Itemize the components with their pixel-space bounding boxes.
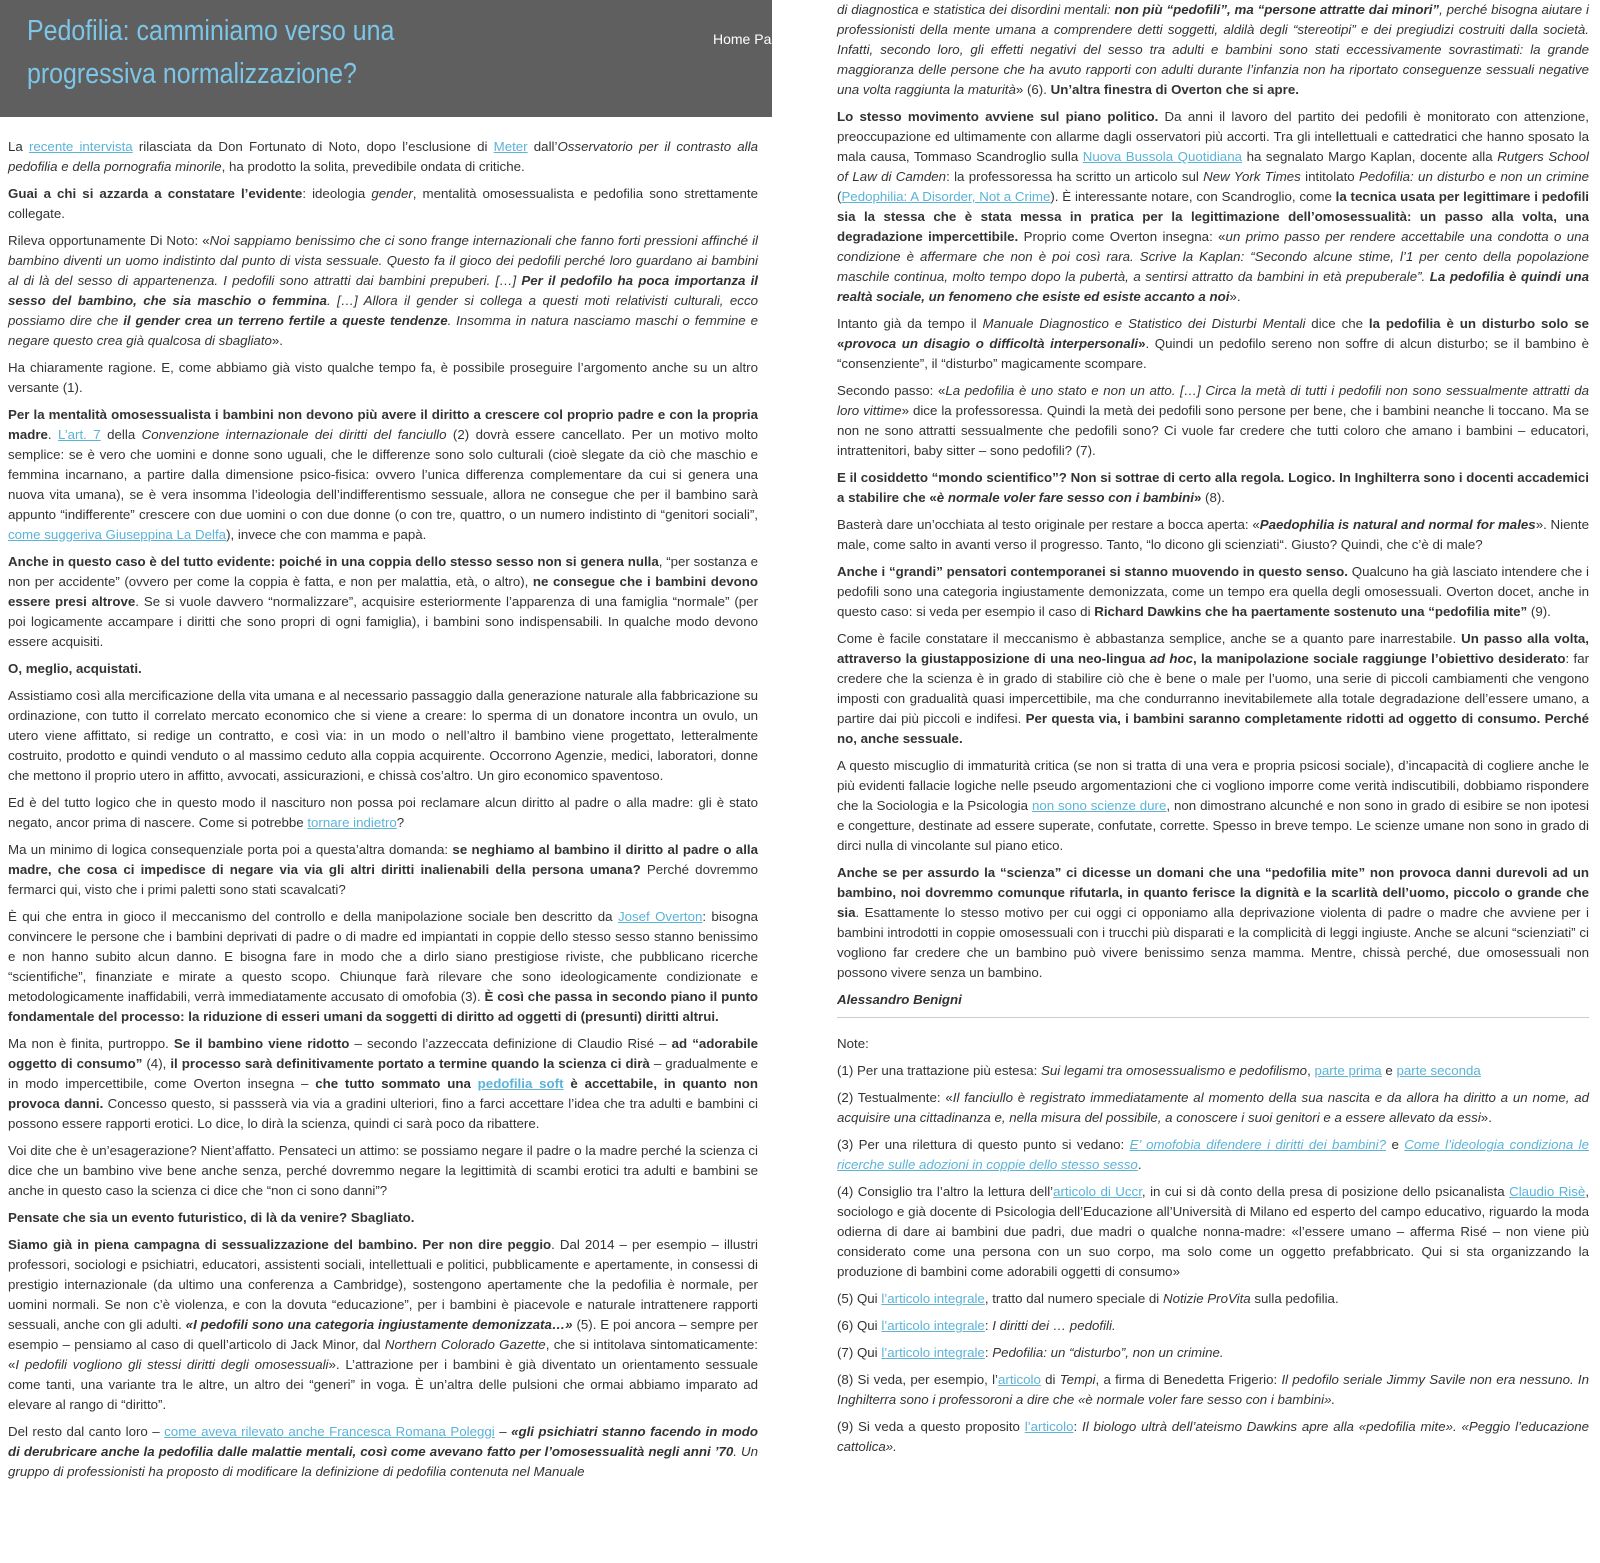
text-run: ». Niente male, come salto in avanti verso il progresso. Tanto, “lo dicono gli scienziati“. Giusto? Quindi, che c’è di male? (837, 517, 1589, 552)
text-run: Rileva opportunamente Di Noto: « (8, 233, 210, 248)
text-run: «I pedofili sono una categoria ingiustamente demonizzata…» (185, 1317, 573, 1332)
text-run: , che si intitolava sintomaticamente: « (8, 1337, 758, 1372)
inline-link[interactable]: non sono scienze dure (1031, 798, 1167, 813)
paragraph (8, 405, 758, 545)
paragraph (8, 1141, 758, 1201)
text-run: Come è facile constatare il meccanismo è abbastanza semplice, anche se a quanto pare inarrestabile. (837, 631, 1462, 646)
inline-link[interactable]: Nuova Bussola Quotidiana (1082, 149, 1242, 164)
paragraph (8, 1208, 758, 1228)
text-run: il processo sarà definitivamente portato a termine quando la scienza ci dirà (170, 1056, 650, 1071)
text-run: . Esattamente lo stesso motivo per cui oggi ci opponiamo alla deprivazione violenta di padre o madre che avviene per i bambini introdotti in coppie omosessuali con i trucchi più disparati e la complicità di leggi ingiuste. Anche se alcuni “scienziati” ci vogliono far credere che un bambino può vivere benissimo senza mamma. Mentre, chissà perché, due omosessuali non possono vivere senza un bambino. (837, 905, 1589, 980)
text-run: : bisogna convincere le persone che i bambini deprivati di padre o di madre ed impiantati in coppie dello stesso sesso stanno benissimo e non hanno subito alcun danno. E bisogna fare in modo che a dirlo siano prestigiose riviste, che pubblicano ricerche “scientifiche”, finanziate e mirate a questo scopo. Chiunque farà rilevare che sono ideologicamente condizionate e metodologicamente inaffidabili, verrà immediatamente accusato di omofobia (3). (8, 909, 759, 1004)
inline-link[interactable]: l’articolo integrale (881, 1291, 985, 1306)
text-run: Paedophilia is natural and normal for males (1259, 517, 1536, 532)
text-run: non più “pedofili”, ma “persone attratte dai minori” (1114, 2, 1440, 17)
text-run: e (1386, 1137, 1405, 1152)
text-run: (5). E poi ancora – sempre per esempio – pensiamo al caso di quell’articolo di Jack Minor, dal (8, 1317, 758, 1352)
note-item (837, 1061, 1589, 1081)
text-run: Perché dovremmo fermarci qui, visto che i primi paletti sono stati scavalcati? (8, 862, 758, 897)
paragraph (837, 990, 1589, 1010)
text-run: Ma un minimo di logica consequenziale porta poi a questa’altra domanda: (8, 842, 453, 857)
paragraph (837, 0, 1589, 100)
text-run: I pedofili vogliono gli stessi diritti degli omosessuali (15, 1357, 329, 1372)
paragraph (837, 863, 1589, 983)
notes-heading: Note: (837, 1036, 869, 1051)
paragraph (8, 907, 758, 1027)
text-run: » (1138, 336, 1146, 351)
text-run: Basterà dare un’occhiata al testo originale per restare a bocca aperta: « (837, 517, 1260, 532)
text-run: Il biologo ultrà dell’ateismo Dawkins apre alla «pedofilia mite». «Peggio l’educazione cattolica». (837, 1419, 1590, 1454)
text-run: : la professoressa ha scritto un articolo sul (946, 169, 1204, 184)
inline-link[interactable]: Meter (493, 139, 528, 154)
text-run: ». (271, 333, 283, 348)
inline-link[interactable]: parte prima (1314, 1063, 1382, 1078)
text-run: La pedofilia è uno stato e non un atto. […] Circa la metà di tutti i pedofili non sono sessualmente attratti da loro vittime (837, 383, 1589, 418)
text-run: . Un gruppo di professionisti ha proposto di modificare la definizione di pedofilia contenuta nel Manuale (8, 1444, 758, 1479)
text-run: Per la mentalità omosessualista i bambini non devono più avere il diritto a crescere col proprio padre e con la propria madre (8, 407, 758, 442)
text-run: New York Times (1203, 169, 1301, 184)
paragraph (837, 314, 1589, 374)
note-item (837, 1417, 1589, 1457)
text-run: Anche i “grandi” pensatori contemporanei si stanno muovendo in questo senso. (837, 564, 1348, 579)
text-run: » (6). (1015, 82, 1051, 97)
text-run: , sociologo e già docente di Psicologia dell’Educazione all’Università di Milano ed esperto del campo educativo, riguardo la moda odierna di dare ai bambini due padri, due madri o qualche nonna-madre: «l’essere umano – afferma Risé – non viene più considerato come una persona con un suo corpo, ma solo come un oggetto prefabbricato. Qui si sta organizzando la produzione di bambini come adorabili oggetti di consumo» (837, 1184, 1590, 1279)
text-run: Il pedofilo seriale Jimmy Savile non era nessuno. In Inghilterra sono i professoroni a dire che «è normale voler fare sesso con i bambini». (837, 1372, 1590, 1407)
inline-link[interactable]: come suggeriva Giuseppina La Delfa (8, 527, 227, 542)
text-run: Per il pedofilo ha poca importanza il sesso del bambino, che sia maschio o femmina (8, 273, 759, 308)
text-run: : (1073, 1419, 1082, 1434)
article-body-right (837, 0, 1589, 1010)
paragraph (8, 1235, 758, 1415)
text-run: , mentalità omosessualista e pedofilia sono strettamente collegate. (8, 186, 759, 221)
text-run: di diagnostica e statistica dei disordini mentali: (837, 2, 1115, 17)
text-run: . (47, 427, 59, 442)
text-run: , “per sostanza e non per accidente” (ovvero per come la coppia è fatta, e non per malattia, età, o altro), (8, 554, 759, 589)
text-run: – (494, 1424, 512, 1439)
article-column-left (8, 137, 758, 1489)
text-run: Qualcuno ha già lasciato intendere che i pedofili sono una categoria ingiustamente demonizzata, come un tempo era quella degli omosessuali. Overton docet, anche in questo caso: si veda per esempio il caso di (837, 564, 1589, 619)
paragraph (837, 107, 1589, 307)
text-run: Anche in questo caso è del tutto evidente: poiché in una coppia dello stesso sesso non si genera nulla (8, 554, 659, 569)
text-run: Notizie ProVita (1162, 1291, 1251, 1306)
paragraph (837, 756, 1589, 856)
text-run: ha segnalato Margo Kaplan, docente alla (1242, 149, 1498, 164)
text-run: Richard Dawkins che ha paertamente sostenuto una “pedofilia mite” (1094, 604, 1528, 619)
text-run: Proprio come Overton insegna: « (1018, 229, 1226, 244)
text-run: E il cosiddetto “mondo scientifico”? Non si sottrae di certo alla regola. Logico. In Inghilterra sono i docenti accademici a stabilire che « (837, 470, 1589, 505)
text-run: : far credere che la scienza è in grado di stabilire ciò che è bene o male per l’uomo, una serie di piccoli cambiamenti che vengono imposti con gradualità quasi impercettibile, ma che condurranno inevitabilemete alla totale degradazione dell’essere umano, a partire dai più piccoli e indifesi. (837, 651, 1590, 726)
text-run: Lo stesso movimento avviene sul piano politico. (837, 109, 1159, 124)
text-run: Pensate che sia un evento futuristico, di là da venire? Sbagliato. (8, 1210, 415, 1225)
text-run: ). È interessante notare, con Scandroglio, come (1050, 189, 1336, 204)
text-run: Per questa via, i bambini saranno completamente ridotti ad oggetto di consumo. Perché no, anche sessuale. (837, 711, 1589, 746)
text-run: Se il bambino viene ridotto (173, 1036, 350, 1051)
article-column-right (837, 0, 1589, 1464)
text-run: La (8, 139, 29, 154)
text-run: I diritti dei … pedofili. (992, 1318, 1116, 1333)
text-run: (3) Per una rilettura di questo punto si vedano: (837, 1137, 1130, 1152)
text-run: rilasciata da Don Fortunato di Noto, dopo l’esclusione di (132, 139, 494, 154)
text-run: e (1381, 1063, 1397, 1078)
text-run: (8) Si veda, per esempio, l’ (837, 1372, 998, 1387)
text-run: Ed è del tutto logico che in questo modo il nascituro non possa poi reclamare alcun diritto al padre o alla madre: gli è stato negato, ancor prima di nascere. Come si potrebbe (8, 795, 758, 830)
text-run: Del resto dal canto loro – (8, 1424, 165, 1439)
text-run: ». (1229, 289, 1241, 304)
text-run: è normale voler fare sesso con i bambini (936, 490, 1194, 505)
paragraph (8, 231, 758, 351)
text-run: Sui legami tra omosessualismo e pedofilismo (1041, 1063, 1308, 1078)
text-run: , (1307, 1063, 1315, 1078)
text-run: ? (396, 815, 405, 830)
text-run: Intanto già da tempo il (837, 316, 983, 331)
notes-divider (837, 1017, 1589, 1018)
text-run: » (1193, 490, 1202, 505)
text-run: intitolato (1300, 169, 1360, 184)
text-run: . Se si vuole davvero “normalizzare”, acquisire esteriormente l’apparenza di una famiglia “normale” (per poi logicamente accampare i diritti che sono propri di ogni famiglia), i bambini sono indispensabili. In qualche modo devono essere acquisiti. (8, 594, 758, 649)
paragraph (8, 840, 758, 900)
text-run: dice che (1305, 316, 1369, 331)
text-run: A questo miscuglio di immaturità critica (se non si tratta di una vera e propria psicosi sociale), d’incapacità di cogliere anche le più evidenti fallacie logiche nelle pseudo argomentazioni che ci vogliono imporre come verità indiscutibili, dobbiamo rispondere che la Sociologia e la Psicologia (837, 758, 1589, 813)
note-item (837, 1343, 1589, 1363)
text-run: (4), (142, 1056, 171, 1071)
text-run: Pedofilia: un disturbo e non un crimine (1359, 169, 1589, 184)
inline-link[interactable]: Claudio Risè (1509, 1184, 1586, 1199)
text-run: : (984, 1345, 993, 1360)
inline-link[interactable]: articolo (998, 1372, 1041, 1387)
text-run: Un’altra finestra di Overton che si apre. (1050, 82, 1299, 97)
text-run: (2) Testualmente: « (837, 1090, 953, 1105)
text-run: . […] Allora il gender si collega a questi moti relativisti culturali, ecco possiamo dire che (8, 293, 758, 328)
text-run: , a firma di Benedetta Frigerio: (1095, 1372, 1282, 1387)
text-run: (7) Qui (837, 1345, 882, 1360)
text-run: Secondo passo: « (837, 383, 946, 398)
text-run: «gli psichiatri stanno facendo in modo di derubricare anche la pedofilia dalle malattie mentali, così come avevano fatto per l’omosessualità negli anni ’70 (8, 1424, 758, 1459)
inline-link[interactable]: Come l’ideologia condiziona le ricerche sulle adozioni in coppie dello stesso sesso (837, 1137, 1590, 1172)
text-run: – gradualmente e in modo impercettibile, come Overton insegna – (8, 1056, 758, 1091)
text-run: Rutgers School of Law di Camden (837, 149, 1589, 184)
text-run: la tecnica usata per legittimare i pedofili sia la stessa che è stata messa in pratica per la legittimazione dell’omosessualità: un passo alla volta, una degradazione impercettibile. (837, 189, 1589, 244)
site-header (0, 0, 787, 117)
paragraph (8, 1034, 758, 1134)
text-run: , perché bisogna aiutare i professionisti della mente umana a comprendere detti soggetti, aldilà degli “stereotipi” e dei pregiudizi costruiti dalla società. Infatti, secondo loro, gli effetti negativi del sesso tra adulti e bambini sono stati eccessivamente sovrastimati: la grande maggioranza delle persone che ha avuto rapporti con adulti durante l’infanzia non ha riportato conseguenze sessuali negative una volta raggiunta la maturità (837, 2, 1589, 97)
text-run: (2) dovrà essere cancellato. Per un motivo molto semplice: se è vero che uomini e donne sono uguali, che le differenze sono solo culturali (cioè slegate da ciò che maschio e femmina incarnano, a partire dalla dimensione psico-fisica: ovvero l’unica differenza complementare da cui si genera una nuova vita umana), se è vera insomma l’ideologia dell’indifferentismo sessuale, allora ne consegue che per il bambino sarà appunto “indifferente” crescere con due uomini o con due donne (o con tre, quattro, o un numero indistinto di “genitori sociali”, (8, 427, 759, 522)
text-run: . Dal 2014 – per esempio – illustri professori, sociologi e psichiatri, educatori, assistenti sociali, intellettuali e politici, pubblicamente e apertamente, in consessi di prestigio internazionale (da ultimo una conferenza a Cambridge), sostengono apertamente che la pedofilia è normale, per uomini normali. Se non c’è violenza, e con la dovuta “educazione”, per i bambini è piacevole e naturale intrattenere rapporti sessuali, anche con gli adulti. (8, 1237, 758, 1332)
text-run: il gender crea un terreno fertile a queste tendenze (123, 313, 448, 328)
text-run: (9). (1527, 604, 1551, 619)
text-run: , ha prodotto la solita, prevedibile ondata di critiche. (221, 159, 525, 174)
text-run: è accettabile, in quanto non provoca danni. (8, 1076, 758, 1111)
paragraph (8, 552, 758, 652)
text-run: , in cui si dà conto della presa di posizione dello psicanalista (1141, 1184, 1510, 1199)
text-run: Convenzione internazionale dei diritti del fanciullo (141, 427, 447, 442)
text-run: . Quindi un pedofilo sereno non soffre di alcun disturbo; se il bambino è “consenziente”, il “disturbo” magicamente scompare. (837, 336, 1590, 371)
text-run: Concesso questo, si passserà via via a gradini ulteriori, fino a farci accettare l’idea che tra adulti e bambini ci possono essere rapporti erotici. Lo dice, lo dirà la scienza, quindi ci sarà poco da ribattere. (8, 1096, 758, 1131)
paragraph (8, 659, 758, 679)
text-run: se neghiamo al bambino il diritto al padre o alla madre, che cosa ci impedisce di negare via via gli altri diritti inalienabili della persona umana? (8, 842, 758, 877)
text-run: , tratto dal numero speciale di (984, 1291, 1163, 1306)
text-run: Ma non è finita, purtroppo. (8, 1036, 174, 1051)
text-run: Manuale Diagnostico e Statistico dei Disturbi Mentali (982, 316, 1306, 331)
text-run: Pedofilia: un “disturbo”, non un crimine. (992, 1345, 1224, 1360)
text-run: provoca un disagio o difficoltà interpersonali (844, 336, 1139, 351)
text-run: Anche se per assurdo la “scienza” ci dicesse un domani che una “pedofilia mite” non provoca danni durevoli ad un bambino, noi dovremmo comunque rifutarla, in quanto ferisce la dignità e la scarlità dell’uomo, piccolo o grande che sia (837, 865, 1589, 920)
inline-link[interactable]: l’articolo integrale (881, 1318, 985, 1333)
text-run: sulla pedofilia. (1250, 1291, 1339, 1306)
text-run: Guai a chi si azzarda a constatare l’evidente (8, 186, 303, 201)
text-run: Alessandro Benigni (837, 992, 962, 1007)
paragraph (8, 137, 758, 177)
paragraph (8, 686, 758, 786)
inline-link[interactable]: l’articolo integrale (881, 1345, 985, 1360)
note-item (837, 1289, 1589, 1309)
text-run: ad hoc (1149, 651, 1194, 666)
paragraph (837, 381, 1589, 461)
text-run: (1) Per una trattazione più estesa: (837, 1063, 1041, 1078)
inline-link[interactable]: tornare indietro (307, 815, 397, 830)
inline-link[interactable]: E’ omofobia difendere i diritti dei bambini? (1129, 1137, 1387, 1152)
text-run: dall’ (527, 139, 558, 154)
text-run: . (1137, 1157, 1142, 1172)
text-run: ». (1480, 1110, 1492, 1125)
text-run: (9) Si veda a questo proposito (837, 1419, 1025, 1434)
note-item (837, 1135, 1589, 1175)
text-run: (8). (1201, 490, 1225, 505)
paragraph (8, 184, 758, 224)
inline-link[interactable]: parte seconda (1396, 1063, 1481, 1078)
text-run: Ha chiaramente ragione. E, come abbiamo già visto qualche tempo fa, è possibile proseguire l’argomento anche su un altro versante (1). (8, 360, 758, 395)
article-title: Pedofilia: camminiamo verso una progressiva normalizzazione? (27, 15, 395, 90)
paragraph (8, 793, 758, 833)
text-run: Assistiamo così alla mercificazione della vita umana e al necessario passaggio dalla generazione naturale alla fabbricazione su ordinazione, con tutto il correlato mercato economico che si viene a creare: lo sperma di un donatore incontra un ovulo, un utero viene affittato, si redige un contratto, e così via: in un modo o nell’altro il bambino viene progettato, letteralmente costruito, prodotto e quindi venduto o al massimo ceduto alla coppia acquirente. Occorrono Agenzie, medici, laboratori, donne che mettono il proprio utero in affitto, avvocati, assicurazioni, e chissà cos’altro. Un giro economico spaventoso. (8, 688, 758, 783)
inline-link[interactable]: Josef Overton (617, 909, 703, 924)
note-item (837, 1088, 1589, 1128)
inline-link[interactable]: recente intervista (28, 139, 133, 154)
text-run: ), invece che con mamma e papà. (226, 527, 427, 542)
note-item (837, 1182, 1589, 1282)
text-run: Tempi (1059, 1372, 1096, 1387)
inline-link[interactable]: Pedophilia: A Disorder, Not a Crime (841, 189, 1051, 204)
text-run: : (984, 1318, 993, 1333)
paragraph (837, 562, 1589, 622)
text-run: (5) Qui (837, 1291, 882, 1306)
paragraph (8, 358, 758, 398)
text-run: ne consegue che i bambini devono essere presi altrove (8, 574, 758, 609)
text-run: (4) Consiglio tra l’altro la lettura dell’ (837, 1184, 1054, 1199)
text-run: , la manipolazione sociale raggiunge l’obiettivo desiderato (1193, 651, 1566, 666)
text-run: Un passo alla volta, attraverso la giustapposizione di una neo-lingua (837, 631, 1589, 666)
text-run: » dice la professoressa. Quindi la metà dei pedofili sono persone per bene, che i bambini neanche li toccano. Ma se non ne sono attratti sessualmente che pedofili sono? Ci vuole far credere che tutti coloro che amano i bambini – educatori, intrattenitori, baby sitter – sono pedofili? (7). (837, 403, 1589, 458)
inline-link[interactable]: L’art. 7 (58, 427, 101, 442)
inline-link[interactable]: come aveva rilevato anche Francesca Romana Poleggi (164, 1424, 495, 1439)
text-run: : ideologia (302, 186, 372, 201)
text-run: che tutto sommato una (315, 1076, 478, 1091)
inline-link[interactable]: pedofilia soft (477, 1076, 564, 1091)
paragraph (8, 1422, 758, 1482)
nav-home-link[interactable]: Home Page (713, 31, 787, 47)
note-item (837, 1370, 1589, 1410)
text-run: Osservatorio per il contrasto alla pedofilia e della pornografia minorile (8, 139, 758, 174)
text-run: gender (371, 186, 413, 201)
paragraph (837, 629, 1589, 749)
note-item (837, 1316, 1589, 1336)
text-run: della (100, 427, 142, 442)
text-run: un primo passo per rendere accettabile una condotta o una condizione è affermare che non è poi così rara. Scrive la Kaplan: “Secondo alcune stime, l’1 per cento della popolazione maschile continua, molto tempo dopo la pubertà, a sentirsi attratto da bambini in età prepuberale”. (837, 229, 1589, 284)
text-run: Il fanciullo è registrato immediatamente al momento della sua nascita e da allora ha diritto a un nome, ad acquisire una cittadinanza e, nella misura del possibile, a conoscere i suoi genitori e a essere allevato da essi (837, 1090, 1589, 1125)
text-run: Da anni il lavoro del partito dei pedofili è monitorato con attenzione, preoccupazione ed ultimamente con allarme dagli osservatori più accorti. Tra gli intellettuali e cattedratici che hanno sposato la mala causa, Tommaso Scandroglio sulla (837, 109, 1589, 164)
text-run: È così che passa in secondo piano il punto fondamentale del processo: la riduzione di esseri umani da soggetti di diritto ad oggetti di (presunti) diritti altrui. (8, 989, 758, 1024)
paragraph (837, 468, 1589, 508)
paragraph (837, 515, 1589, 555)
text-run: – secondo l’azzeccata definizione di Claudio Risé – (349, 1036, 672, 1051)
text-run: Voi dite che è un’esagerazione? Nient’affatto. Pensateci un attimo: se possiamo negare il padre o la madre perché la scienza ci dice che un bambino vive bene anche senza, perché dovremmo negare la legittimità di scambi erotici tra adulti e bambini se anche in questo caso la scienza ci dice che “non ci sono danni”? (8, 1143, 758, 1198)
text-run: Noi sappiamo benissimo che ci sono frange internazionali che fanno forti pressioni affinché il bambino diventi un uomo indistinto dal punto di vista sessuale. Questo fa il gioco dei pedofili perché loro guardano ai bambini al di là del sesso di appartenenza. I pedofili sono attratti dai bambini prepuberi. […] (8, 233, 759, 288)
text-run: O, meglio, acquistati. (8, 661, 142, 676)
text-run: ( (837, 189, 842, 204)
text-run: di (1040, 1372, 1060, 1387)
text-run: ». L’attrazione per i bambini è già diventato un orientamento sessuale come tanti, una variante tra le altre, un altro dei “generi” in voga. È un’altra delle pulsioni che ormai abbiamo imparato ad elevare al rango di “diritto”. (8, 1357, 758, 1412)
text-run: La pedofilia è quindi una realtà sociale, un fenomeno che esiste ed esiste accanto a noi (837, 269, 1590, 304)
notes-list (837, 1061, 1589, 1457)
text-run: Siamo già in piena campagna di sessualizzazione del bambino. Per non dire peggio (8, 1237, 552, 1252)
text-run: . Insomma in natura nasciamo maschi o femmine e negare questo crea già qualcosa di sbagliato (8, 313, 758, 348)
text-run: È qui che entra in gioco il meccanismo del controllo e della manipolazione sociale ben descritto da (8, 909, 618, 924)
text-run: la pedofilia è un disturbo solo se « (837, 316, 1589, 351)
text-run: (6) Qui (837, 1318, 882, 1333)
inline-link[interactable]: articolo di Uccr (1053, 1184, 1142, 1199)
text-run: Northern Colorado Gazette (384, 1337, 546, 1352)
text-run: , non dimostrano alcunché e non sono in grado di esibire se non ipotesi e congetture, destinate ad essere superate, confutate, corrette. Spesso in breve tempo. Le scienze umane non sono in grado di dirci nulla di vincolante sul piano etico. (837, 798, 1589, 853)
text-run: ad “adorabile oggetto di consumo” (8, 1036, 758, 1071)
inline-link[interactable]: l’articolo (1024, 1419, 1074, 1434)
